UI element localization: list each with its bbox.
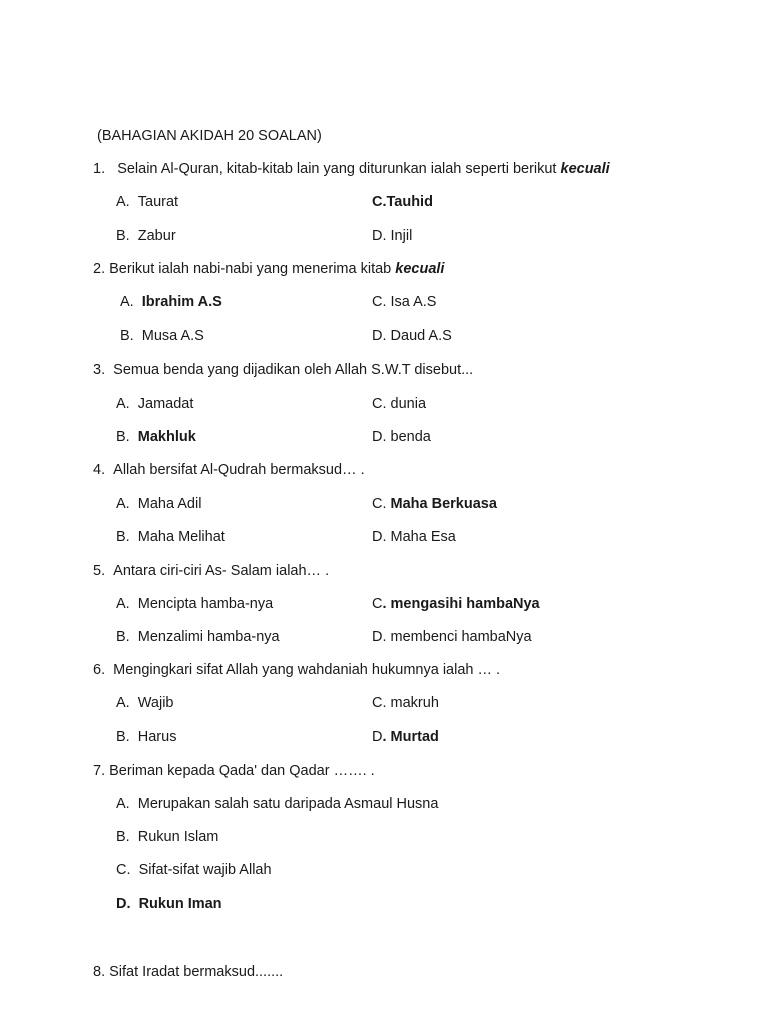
option-4d: D. Maha Esa <box>372 529 456 545</box>
option-3d: D. benda <box>372 429 431 445</box>
question-5 <box>93 562 329 580</box>
question-text: Sifat Iradat bermaksud....... <box>109 964 284 980</box>
question-number: 4. <box>93 462 106 478</box>
option-7c: C. Sifat-sifat wajib Allah <box>116 862 272 878</box>
option-5c-answer: C. mengasihi hambaNya <box>372 596 540 612</box>
option-7b: B. Rukun Islam <box>116 829 219 845</box>
question-text: Antara ciri-ciri As- Salam ialah… . <box>113 563 330 579</box>
question-number: 6. <box>93 662 106 678</box>
question-2 <box>93 260 444 278</box>
question-emphasis: kecuali <box>560 161 610 177</box>
section-title: (BAHAGIAN AKIDAH 20 SOALAN) <box>97 128 322 144</box>
option-5a: A. Mencipta hamba-nya <box>116 596 274 612</box>
question-number: 1. <box>93 161 106 177</box>
option-6d-answer: D. Murtad <box>372 729 439 745</box>
question-number: 8. <box>93 964 106 980</box>
option-7a: A. Merupakan salah satu daripada Asmaul Husna <box>116 796 439 812</box>
option-4c-answer: C. Maha Berkuasa <box>372 496 497 512</box>
option-1c-answer: C.Tauhid <box>372 194 433 210</box>
option-6c: C. makruh <box>372 695 439 711</box>
question-7 <box>93 762 375 780</box>
question-4 <box>93 461 365 479</box>
option-7d-answer: D. Rukun Iman <box>116 896 222 912</box>
question-number: 3. <box>93 362 106 378</box>
question-text: Mengingkari sifat Allah yang wahdaniah hukumnya ialah … . <box>113 662 501 678</box>
option-5d: D. membenci hambaNya <box>372 629 532 645</box>
question-text: Beriman kepada Qada' dan Qadar ……. . <box>109 763 375 779</box>
question-number: 7. <box>93 763 106 779</box>
option-2d: D. Daud A.S <box>372 328 452 344</box>
question-text: Allah bersifat Al-Qudrah bermaksud… . <box>113 462 365 478</box>
option-2c: C. Isa A.S <box>372 294 437 310</box>
option-1b: B. Zabur <box>116 228 176 244</box>
option-4a: A. Maha Adil <box>116 496 202 512</box>
option-1a: A. Taurat <box>116 194 179 210</box>
question-text: Selain Al-Quran, kitab-kitab lain yang diturunkan ialah seperti berikut <box>117 161 561 177</box>
option-6b: B. Harus <box>116 729 177 745</box>
question-3 <box>93 361 473 379</box>
option-3c: C. dunia <box>372 396 427 412</box>
option-5b: B. Menzalimi hamba-nya <box>116 629 280 645</box>
question-text: Berikut ialah nabi-nabi yang menerima kitab <box>109 261 396 277</box>
option-2a-answer: A. Ibrahim A.S <box>120 294 222 310</box>
question-text: Semua benda yang dijadikan oleh Allah S.W.T disebut... <box>113 362 474 378</box>
question-number: 2. <box>93 261 106 277</box>
option-3a: A. Jamadat <box>116 396 194 412</box>
question-6 <box>93 661 500 679</box>
question-emphasis: kecuali <box>395 261 445 277</box>
option-6a: A. Wajib <box>116 695 174 711</box>
option-1d: D. Injil <box>372 228 413 244</box>
question-number: 5. <box>93 563 106 579</box>
option-3b-answer: B. Makhluk <box>116 429 196 445</box>
question-1 <box>93 160 610 178</box>
option-4b: B. Maha Melihat <box>116 529 225 545</box>
option-2b: B. Musa A.S <box>120 328 204 344</box>
question-8 <box>93 963 283 981</box>
